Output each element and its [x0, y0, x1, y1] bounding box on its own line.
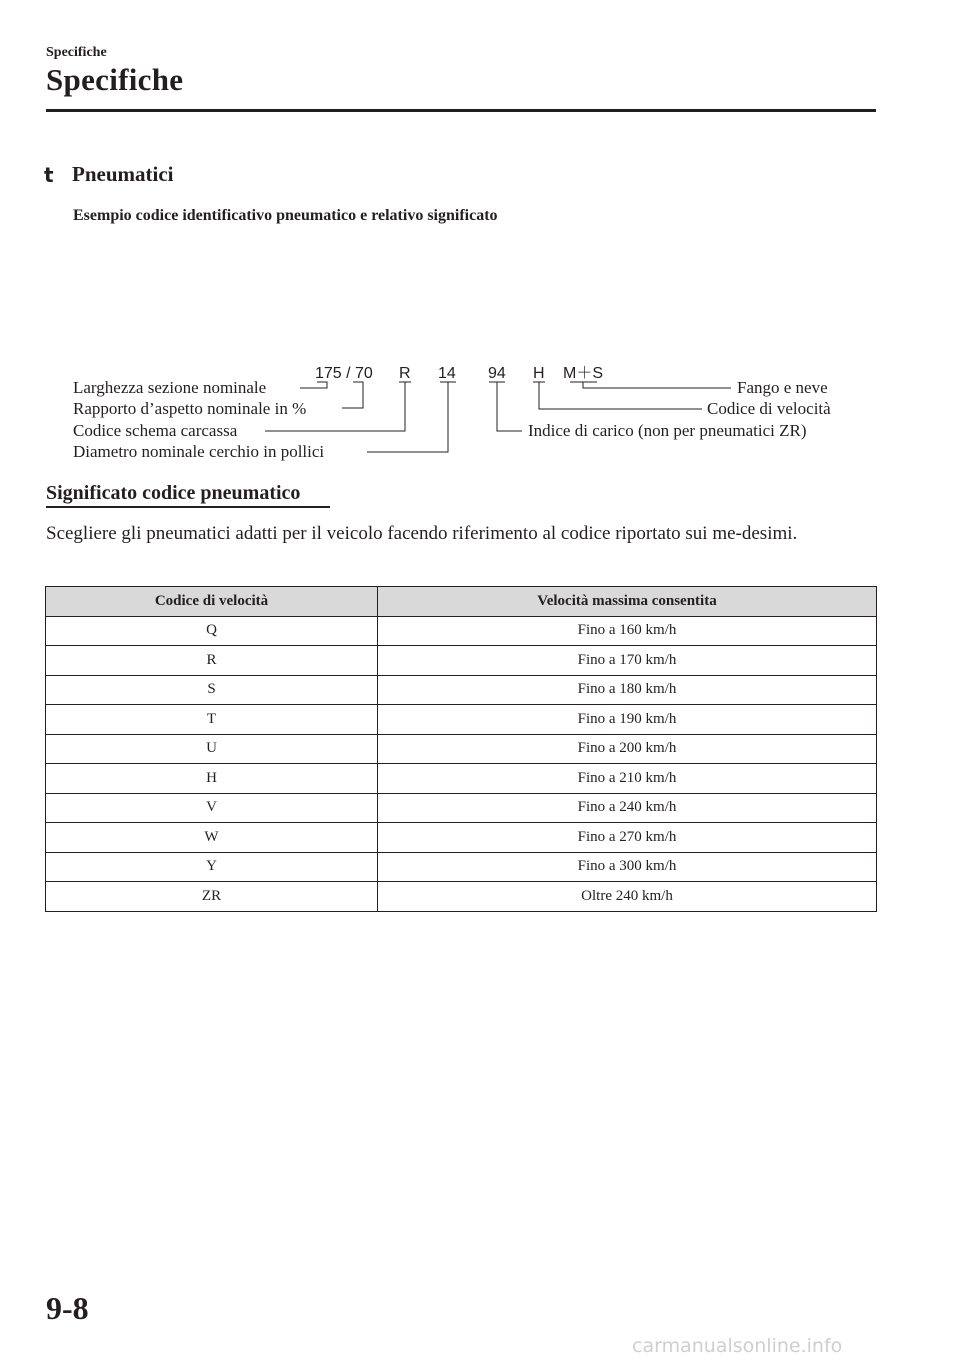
speed-code-cell: Y: [46, 852, 378, 882]
table-row: [46, 882, 877, 912]
label-load: Indice di carico (non per pneumatici ZR): [528, 421, 807, 440]
title-divider: [46, 109, 876, 112]
label-mud-snow: Fango e neve: [737, 378, 828, 397]
max-speed-cell: Fino a 170 km/h: [378, 646, 877, 676]
connector-rim: [367, 382, 456, 452]
max-speed-cell: Fino a 200 km/h: [378, 734, 877, 764]
max-speed-cell: Fino a 300 km/h: [378, 852, 877, 882]
speed-code-cell: V: [46, 793, 378, 823]
speed-code-cell: R: [46, 646, 378, 676]
connector-width: [300, 382, 327, 388]
code-load: 94: [488, 365, 506, 382]
code-size: 175 / 70: [315, 365, 373, 382]
speed-code-cell: H: [46, 764, 378, 794]
table-row: [46, 793, 877, 823]
code-ms: M＋S: [563, 365, 604, 382]
label-width: Larghezza sezione nominale: [73, 378, 267, 397]
speed-code-cell: Q: [46, 616, 378, 646]
speed-code-cell: U: [46, 734, 378, 764]
connector-aspect: [342, 382, 363, 408]
max-speed-cell: Fino a 270 km/h: [378, 823, 877, 853]
max-speed-cell: Fino a 190 km/h: [378, 705, 877, 735]
speed-code-table: [45, 586, 877, 912]
max-speed-cell: Fino a 240 km/h: [378, 793, 877, 823]
table-row: [46, 705, 877, 735]
speed-code-cell: S: [46, 675, 378, 705]
label-speed: Codice di velocità: [707, 399, 831, 418]
section-marker-icon: t: [44, 163, 54, 187]
breadcrumb: Specifiche: [46, 45, 107, 60]
table-row: [46, 734, 877, 764]
page-title: Specifiche: [46, 62, 184, 97]
label-rim: Diametro nominale cerchio in pollici: [73, 442, 325, 461]
column-header-max-speed: Velocità massima consentita: [378, 587, 877, 617]
code-construction: R: [399, 365, 411, 382]
page-number: 9-8: [46, 1290, 89, 1326]
code-rim: 14: [438, 365, 456, 382]
table-row: [46, 823, 877, 853]
connector-ms: [570, 382, 731, 388]
intro-paragraph: Scegliere gli pneumatici adatti per il veicolo facendo riferimento al codice riportato sui me-desimi.: [46, 523, 798, 544]
section-heading: Pneumatici: [72, 162, 174, 186]
speed-code-cell: W: [46, 823, 378, 853]
tire-code-diagram: [0, 350, 960, 465]
connector-lines: [265, 382, 731, 452]
table-row: [46, 852, 877, 882]
subsection-underline: [46, 506, 330, 508]
connector-load: [489, 382, 522, 431]
max-speed-cell: Oltre 240 km/h: [378, 882, 877, 912]
table-row: [46, 646, 877, 676]
max-speed-cell: Fino a 160 km/h: [378, 616, 877, 646]
code-speed: H: [533, 365, 545, 382]
subsection-heading: Significato codice pneumatico: [46, 482, 301, 504]
label-construction: Codice schema carcassa: [73, 421, 238, 440]
table-row: [46, 764, 877, 794]
table-row: [46, 616, 877, 646]
connector-speed: [533, 382, 702, 409]
max-speed-cell: Fino a 210 km/h: [378, 764, 877, 794]
speed-code-cell: T: [46, 705, 378, 735]
speed-code-cell: ZR: [46, 882, 378, 912]
watermark: carmanualsonline.info: [632, 1335, 843, 1357]
label-aspect: Rapporto d’aspetto nominale in %: [73, 399, 307, 418]
table-header-row: [46, 587, 877, 617]
max-speed-cell: Fino a 180 km/h: [378, 675, 877, 705]
table-row: [46, 675, 877, 705]
column-header-code: Codice di velocità: [46, 587, 378, 617]
example-caption: Esempio codice identificativo pneumatico e relativo significato: [73, 207, 498, 224]
